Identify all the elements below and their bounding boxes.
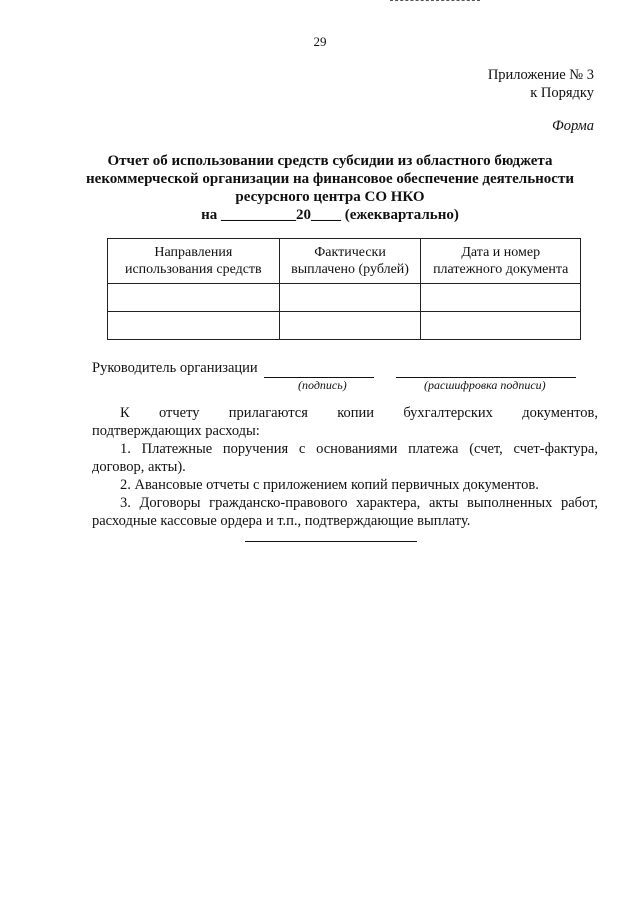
report-table (107, 238, 581, 340)
list-item: 1. Платежные поручения с основаниями платежа (счет, счет-фактура, договор, акты). (92, 441, 598, 475)
intro-paragraph (92, 404, 598, 440)
top-scan-mark (390, 0, 480, 3)
appendix-line-2: к Порядку (530, 85, 594, 101)
appendix-header (488, 66, 594, 102)
closing-rule (245, 541, 417, 542)
title-line-3: ресурсного центра СО НКО (235, 189, 425, 205)
intro-line-2: подтверждающих расходы: (92, 423, 260, 439)
header-directions (108, 239, 280, 284)
table-row (108, 284, 581, 312)
header-payment-doc-line-1: Дата и номер (461, 245, 541, 260)
intro-word: отчету (158, 405, 200, 421)
header-payment-doc (421, 239, 581, 284)
header-payment-doc-line-2: платежного документа (433, 262, 569, 277)
title-line-4: на __________20____ (ежеквартально) (201, 207, 459, 223)
intro-word: К (120, 405, 130, 421)
table-cell[interactable] (279, 312, 421, 340)
table-header-row (108, 239, 581, 284)
header-actual-paid (279, 239, 421, 284)
intro-word: прилагаются (228, 405, 308, 421)
signature-caption: (подпись) (298, 378, 347, 392)
table-cell[interactable] (421, 284, 581, 312)
form-label: Форма (552, 118, 594, 134)
list-item: 2. Авансовые отчеты с приложением копий первичных документов. (120, 477, 539, 493)
table-row (108, 312, 581, 340)
intro-word: бухгалтерских (403, 405, 493, 421)
header-directions-line-2: использования средств (124, 262, 262, 277)
document-title (80, 152, 580, 224)
signature-decode-caption: (расшифровка подписи) (424, 378, 546, 392)
title-line-1: Отчет об использовании средств субсидии из областного бюджета (107, 153, 553, 169)
table-cell[interactable] (108, 284, 280, 312)
table-cell[interactable] (108, 312, 280, 340)
header-actual-paid-line-1: Фактически (314, 245, 386, 260)
intro-word: копии (337, 405, 375, 421)
signature-decode-blank (396, 360, 576, 378)
appendix-line-1: Приложение № 3 (487, 67, 594, 83)
header-actual-paid-line-2: выплачено (рублей) (291, 262, 409, 277)
intro-word: документов, (522, 405, 598, 421)
intro-line-1 (92, 404, 598, 422)
page-number: 29 (313, 34, 327, 49)
list-item: 3. Договоры гражданско-правового характера, акты выполненных работ, расходные кассовые ордера и т.п., подтверждающие выплату. (92, 495, 598, 529)
attachments-text (92, 404, 598, 530)
title-line-2: некоммерческой организации на финансовое обеспечение деятельности (86, 171, 574, 187)
signature-line (92, 360, 576, 378)
signature-label: Руководитель организации (92, 360, 258, 376)
header-directions-line-1: Направления (154, 245, 233, 260)
table-cell[interactable] (421, 312, 581, 340)
signature-blank (264, 360, 374, 378)
table-cell[interactable] (279, 284, 421, 312)
